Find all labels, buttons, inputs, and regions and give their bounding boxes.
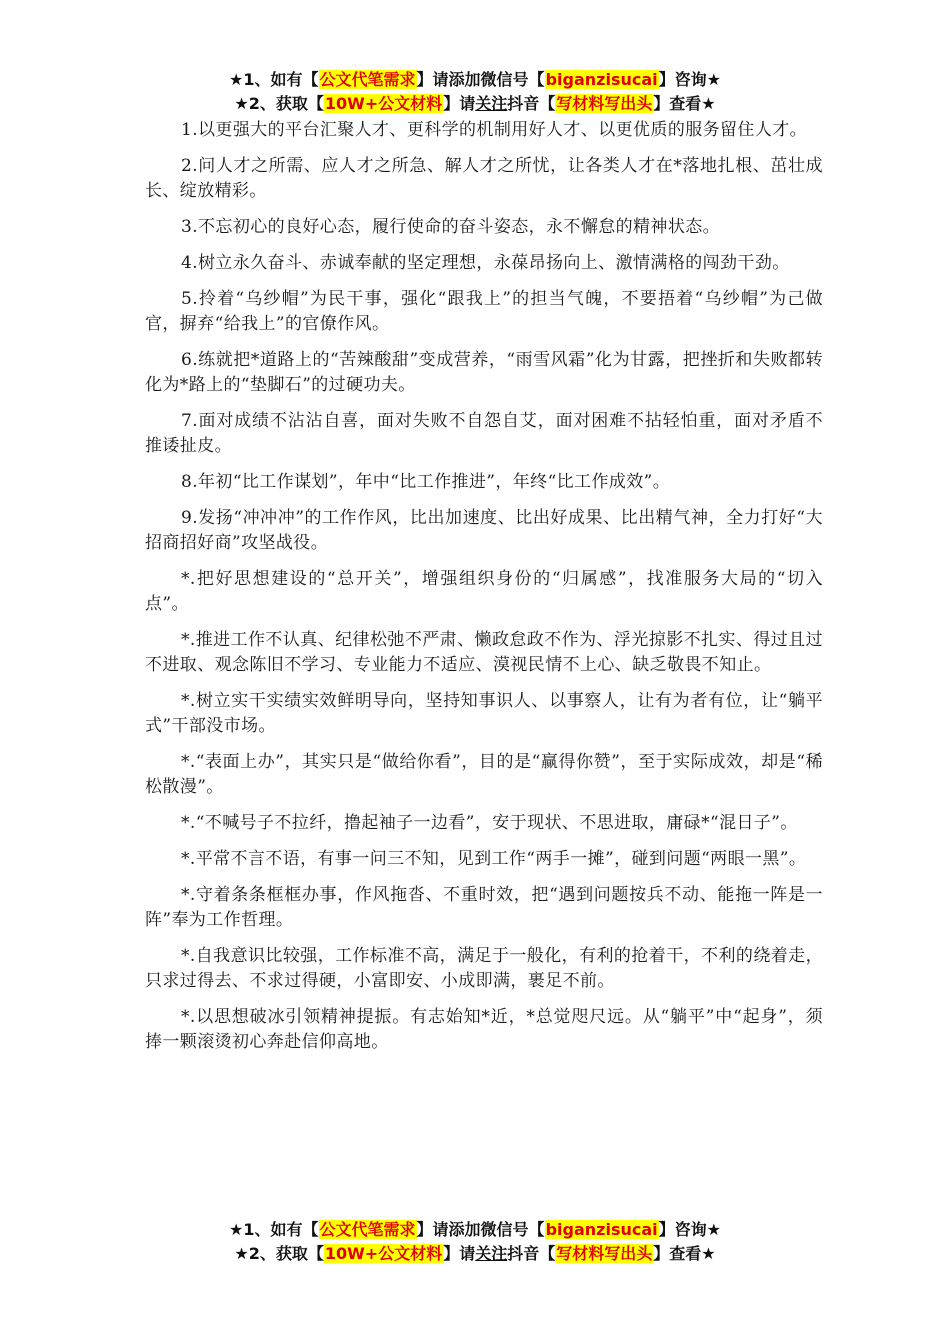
paragraph-9: 9.发扬“冲冲冲”的工作作风，比出加速度、比出好成果、比出精气神，全力打好“大招商招好商”攻坚战役。	[145, 508, 823, 553]
paragraph-12: *.树立实干实绩实效鲜明导向，坚持知事识人、以事察人，让有为者有位，让“躺平式”干部没市场。	[145, 691, 823, 736]
paragraph-3: 3.不忘初心的良好心态，履行使命的奋斗姿态，永不懈怠的精神状态。	[181, 217, 721, 237]
paragraph-14: *.“不喊号子不拉纤，撸起袖子一边看”，安于现状、不思进取，庸碌*“混日子”。	[181, 813, 798, 833]
promo-line-2-emphasis: 关注	[475, 94, 508, 113]
paragraph-2: 2.问人才之所需、应人才之所急、解人才之所忧，让各类人才在*落地扎根、茁壮成长、绽放精彩。	[145, 156, 823, 201]
document-body	[145, 118, 823, 1066]
promo-line-2-suffix: 】查看★	[653, 1244, 716, 1263]
paragraph-8: 8.年初“比工作谋划”，年中“比工作推进”，年终“比工作成效”。	[181, 472, 671, 492]
promo-banner-top	[0, 68, 950, 116]
promo-line-2-mid2: 抖音【	[507, 1244, 556, 1263]
promo-line-1-highlight-wechat: biganzisucai	[545, 1220, 658, 1239]
promo-line-2-mid: 】请	[443, 94, 476, 113]
promo-line-1-suffix: 】咨询★	[658, 1220, 721, 1239]
paragraph-10: *.把好思想建设的“总开关”，增强组织身份的“归属感”，找准服务大局的“切入点”。	[145, 569, 823, 614]
promo-line-2-emphasis: 关注	[475, 1244, 508, 1263]
promo-line-1-emphasis: 添加	[448, 1220, 481, 1239]
promo-line-2-highlight-douyin: 写材料写出头	[556, 94, 653, 113]
promo-banner-bottom	[0, 1218, 950, 1266]
paragraph-4: 4.树立永久奋斗、赤诚奉献的坚定理想，永葆昂扬向上、激情满格的闯劲干劲。	[181, 253, 790, 273]
promo-line-1-prefix: ★1、如有【	[229, 1220, 319, 1239]
promo-line-2-prefix: ★2、获取【	[234, 94, 324, 113]
paragraph-15: *.平常不言不语，有事一问三不知，见到工作“两手一摊”，碰到问题“两眼一黑”。	[181, 849, 807, 869]
paragraph-5: 5.拎着“乌纱帽”为民干事，强化“跟我上”的担当气魄，不要捂着“乌纱帽”为己做官，摒弃“给我上”的官僚作风。	[145, 289, 823, 334]
promo-line-1-highlight-service: 公文代笔需求	[319, 1220, 416, 1239]
paragraph-13: *.“表面上办”，其实只是“做给你看”，目的是“赢得你赞”，至于实际成效，却是“稀松散漫”。	[145, 752, 823, 797]
promo-line-1	[0, 68, 950, 92]
promo-line-1-mid2: 微信号【	[480, 70, 545, 89]
promo-line-1-emphasis: 添加	[448, 70, 481, 89]
promo-line-1-mid: 】请	[416, 1220, 449, 1239]
promo-line-2	[0, 92, 950, 116]
promo-line-2-highlight-materials: 10W+公文材料	[324, 1244, 443, 1263]
promo-line-2-highlight-douyin: 写材料写出头	[556, 1244, 653, 1263]
paragraph-7: 7.面对成绩不沾沾自喜，面对失败不自怨自艾，面对困难不拈轻怕重，面对矛盾不推诿扯皮。	[145, 411, 823, 456]
paragraph-18: *.以思想破冰引领精神提振。有志始知*近，*总觉咫尺远。从“躺平”中“起身”，须捧一颗滚烫初心奔赴信仰高地。	[145, 1007, 823, 1052]
paragraph-1: 1.以更强大的平台汇聚人才、更科学的机制用好人才、以更优质的服务留住人才。	[181, 120, 808, 140]
paragraph-17: *.自我意识比较强，工作标准不高，满足于一般化，有利的抢着干，不利的绕着走，只求过得去、不求过得硬，小富即安、小成即满，裹足不前。	[145, 946, 823, 991]
paragraph-11: *.推进工作不认真、纪律松弛不严肃、懒政怠政不作为、浮光掠影不扎实、得过且过不进取、观念陈旧不学习、专业能力不适应、漠视民情不上心、缺乏敬畏不知止。	[145, 630, 823, 675]
promo-line-1-highlight-wechat: biganzisucai	[545, 70, 658, 89]
promo-line-1-mid2: 微信号【	[480, 1220, 545, 1239]
promo-line-2-suffix: 】查看★	[653, 94, 716, 113]
promo-line-2-bottom	[0, 1242, 950, 1266]
promo-line-1-suffix: 】咨询★	[658, 70, 721, 89]
promo-line-1-mid: 】请	[416, 70, 449, 89]
promo-line-1-prefix: ★1、如有【	[229, 70, 319, 89]
promo-line-1-highlight-service: 公文代笔需求	[319, 70, 416, 89]
paragraph-16: *.守着条条框框办事，作风拖沓、不重时效，把“遇到问题按兵不动、能拖一阵是一阵”奉为工作哲理。	[145, 885, 823, 930]
promo-line-2-highlight-materials: 10W+公文材料	[324, 94, 443, 113]
promo-line-2-prefix: ★2、获取【	[234, 1244, 324, 1263]
paragraph-6: 6.练就把*道路上的“苦辣酸甜”变成营养，“雨雪风霜”化为甘露，把挫折和失败都转化为*路上的“垫脚石”的过硬功夫。	[145, 350, 823, 395]
promo-line-2-mid2: 抖音【	[507, 94, 556, 113]
promo-line-1-bottom	[0, 1218, 950, 1242]
promo-line-2-mid: 】请	[443, 1244, 476, 1263]
